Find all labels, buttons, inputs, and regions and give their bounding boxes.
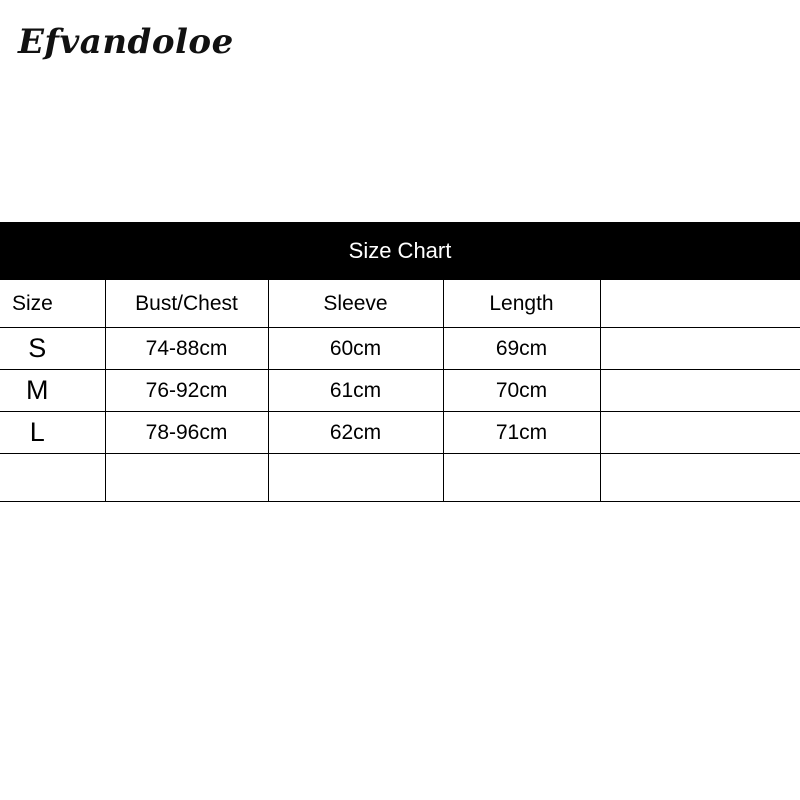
sleeve-cell [268, 454, 443, 502]
size-cell: S [0, 328, 105, 370]
table-header-row [0, 280, 800, 328]
size-chart-table [0, 280, 800, 502]
size-cell: M [0, 370, 105, 412]
sleeve-cell: 61cm [268, 370, 443, 412]
size-chart-title: Size Chart [348, 238, 452, 263]
blank-cell [600, 370, 800, 412]
bust-cell: 78-96cm [105, 412, 268, 454]
length-cell: 69cm [443, 328, 600, 370]
header-size: Size [0, 280, 105, 328]
brand-logo-text: Efvandoloe [18, 22, 234, 62]
table-row [0, 412, 800, 454]
table-row [0, 370, 800, 412]
size-chart-title-bar [0, 222, 800, 280]
header-bust-chest: Bust/Chest [105, 280, 268, 328]
sleeve-cell: 62cm [268, 412, 443, 454]
size-cell [0, 454, 105, 502]
sleeve-cell: 60cm [268, 328, 443, 370]
table-row [0, 454, 800, 502]
bust-cell: 74-88cm [105, 328, 268, 370]
blank-cell [600, 412, 800, 454]
blank-cell [600, 454, 800, 502]
header-length: Length [443, 280, 600, 328]
length-cell: 71cm [443, 412, 600, 454]
table-row [0, 328, 800, 370]
header-sleeve: Sleeve [268, 280, 443, 328]
length-cell [443, 454, 600, 502]
length-cell: 70cm [443, 370, 600, 412]
size-cell: L [0, 412, 105, 454]
blank-cell [600, 328, 800, 370]
bust-cell: 76-92cm [105, 370, 268, 412]
header-blank [600, 280, 800, 328]
bust-cell [105, 454, 268, 502]
